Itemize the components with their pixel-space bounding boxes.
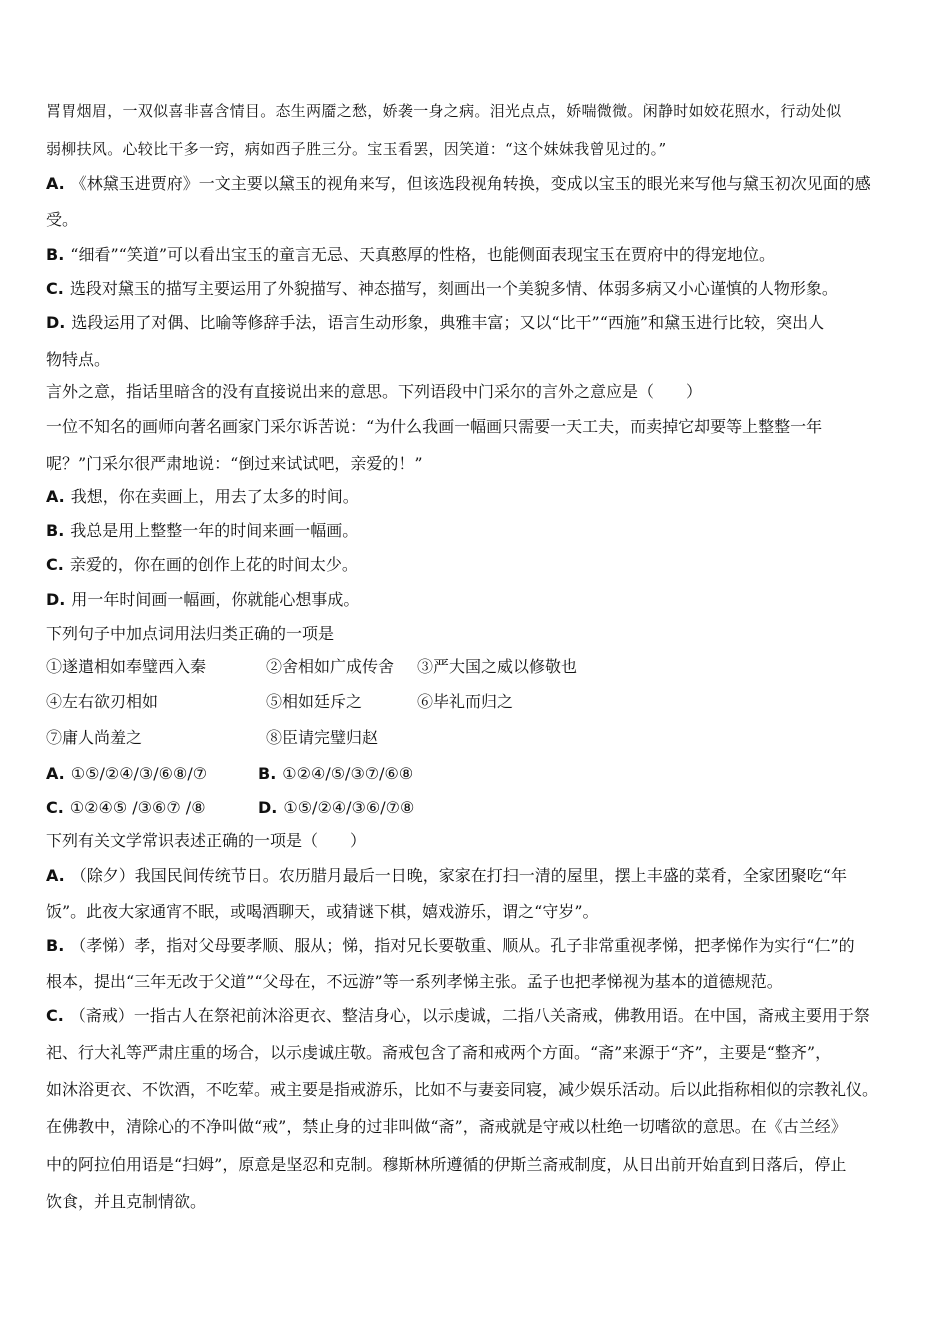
option-label: A.: [46, 764, 65, 783]
option-label: B.: [258, 764, 277, 783]
option-text: （孝悌）孝，指对父母要孝顺、服从；悌，指对兄长要敬重、顺从。孔子非常重视孝悌，把孝悌作为实行“仁”的: [70, 936, 855, 955]
q3-item: ③严大国之威以修敬也: [417, 657, 578, 676]
q3-stem: 下列句子中加点词用法归类正确的一项是: [46, 624, 335, 643]
option-label: C.: [46, 1006, 64, 1025]
option-text: 我想，你在卖画上，用去了太多的时间。: [70, 487, 359, 506]
q2-passage-line: 呢？”门采尔很严肃地说：“倒过来试试吧，亲爱的！”: [46, 454, 423, 473]
option-label: B.: [46, 245, 65, 264]
q3-item: ④左右欲刃相如: [46, 692, 159, 711]
q4-option-c: [46, 1006, 870, 1026]
q3-item: ⑥毕礼而归之: [417, 692, 514, 711]
q3-option-d: [258, 798, 414, 818]
q4-option-b-cont: 根本，提出“三年无改于父道”“父母在，不远游”等一系列孝悌主张。孟子也把孝悌视为基本的道德规范。: [46, 972, 783, 991]
q2-passage-line: 一位不知名的画师向著名画家门采尔诉苦说：“为什么我画一幅画只需要一天工夫，而卖掉它却要等上整整一年: [46, 417, 823, 436]
option-text: ①②④⑤ /③⑥⑦ /⑧: [69, 798, 206, 817]
q3-item: ⑧臣请完璧归赵: [266, 728, 379, 747]
q1-option-c: [46, 279, 838, 299]
option-text: 用一年时间画一幅画，你就能心想事成。: [71, 590, 360, 609]
q1-passage-line: 弱柳扶风。心较比干多一窍，病如西子胜三分。宝玉看罢，因笑道：“这个妹妹我曾见过的。”: [46, 140, 667, 158]
option-text: “细看”“笑道”可以看出宝玉的童言无忌、天真憨厚的性格，也能侧面表现宝玉在贾府中的得宠地位。: [70, 245, 776, 264]
q4-option-c-cont: 在佛教中，清除心的不净叫做“戒”，禁止身的过非叫做“斋”，斋戒就是守戒以杜绝一切嗜欲的意思。在《古兰经》: [46, 1117, 847, 1136]
option-label: B.: [46, 936, 65, 955]
option-label: B.: [46, 521, 65, 540]
option-text: 《林黛玉进贾府》一文主要以黛玉的视角来写，但该选段视角转换，变成以宝玉的眼光来写他与黛玉初次见面的感: [70, 174, 871, 193]
q1-option-d: [46, 313, 824, 333]
option-label: D.: [46, 313, 66, 332]
q3-item: ⑤相如廷斥之: [266, 692, 363, 711]
q4-stem: 下列有关文学常识表述正确的一项是（ ）: [46, 831, 367, 850]
q1-option-b: [46, 245, 775, 265]
option-text: （除夕）我国民间传统节日。农历腊月最后一日晚，家家在打扫一清的屋里，摆上丰盛的菜肴，全家团聚吃“年: [70, 866, 847, 885]
option-label: A.: [46, 866, 65, 885]
option-label: D.: [46, 590, 66, 609]
option-text: 选段运用了对偶、比喻等修辞手法，语言生动形象，典雅丰富；又以“比干”“西施”和黛玉进行比较，突出人: [71, 313, 825, 332]
option-text: ①⑤/②④/③/⑥⑧/⑦: [70, 764, 208, 783]
q4-option-a-cont: 饭”。此夜大家通宵不眠，或喝酒聊天，或猜谜下棋，嬉戏游乐，谓之“守岁”。: [46, 902, 599, 921]
q2-option-d: [46, 590, 359, 610]
option-label: C.: [46, 279, 64, 298]
option-text: ①⑤/②④/③⑥/⑦⑧: [283, 798, 415, 817]
option-label: C.: [46, 798, 64, 817]
option-text: 选段对黛玉的描写主要运用了外貌描写、神态描写，刻画出一个美貌多情、体弱多病又小心谨慎的人物形象。: [69, 279, 838, 298]
q3-option-c: [46, 798, 206, 818]
option-text: ①②④/⑤/③⑦/⑥⑧: [282, 764, 414, 783]
option-label: A.: [46, 174, 65, 193]
q3-item: ②舍相如广成传舍: [266, 657, 395, 676]
q4-option-c-cont: 如沐浴更衣、不饮酒，不吃荤。戒主要是指戒游乐，比如不与妻妾同寝，减少娱乐活动。后以此指称相似的宗教礼仪。: [46, 1080, 879, 1099]
q3-option-a: [46, 764, 207, 784]
q2-option-b: [46, 521, 358, 541]
q3-item: ⑦庸人尚羞之: [46, 728, 143, 747]
q4-option-c-cont: 祀、行大礼等严肃庄重的场合，以示虔诚庄敬。斋戒包含了斋和戒两个方面。“斋”来源于“齐”，主要是“整齐”，: [46, 1043, 832, 1062]
q3-option-b: [258, 764, 413, 784]
q1-option-a: [46, 174, 871, 194]
option-label: D.: [258, 798, 278, 817]
option-text: 我总是用上整整一年的时间来画一幅画。: [70, 521, 359, 540]
option-text: （斋戒）一指古人在祭祀前沐浴更衣、整洁身心，以示虔诚，二指八关斋戒，佛教用语。在中国，斋戒主要用于祭: [69, 1006, 870, 1025]
option-label: C.: [46, 555, 64, 574]
q4-option-c-cont: 饮食，并且克制情欲。: [46, 1192, 207, 1211]
option-text: 亲爱的，你在画的创作上花的时间太少。: [69, 555, 358, 574]
option-label: A.: [46, 487, 65, 506]
q4-option-b: [46, 936, 855, 956]
q4-option-a: [46, 866, 847, 886]
q3-item: ①遂遣相如奉璧西入秦: [46, 657, 207, 676]
q1-option-a-cont: 受。: [46, 210, 79, 229]
q2-option-c: [46, 555, 358, 575]
q2-option-a: [46, 487, 359, 507]
q1-option-d-cont: 物特点。: [46, 350, 111, 369]
q2-stem: 言外之意，指话里暗含的没有直接说出来的意思。下列语段中门采尔的言外之意应是（ ）: [46, 382, 703, 401]
q1-passage-line: 罥胃烟眉，一双似喜非喜含情目。态生两靥之愁，娇袭一身之病。泪光点点，娇喘微微。闲静时如姣花照水，行动处似: [46, 102, 842, 120]
q4-option-c-cont: 中的阿拉伯用语是“扫姆”，原意是坚忍和克制。穆斯林所遵循的伊斯兰斋戒制度，从日出前开始直到日落后，停止: [46, 1155, 847, 1174]
